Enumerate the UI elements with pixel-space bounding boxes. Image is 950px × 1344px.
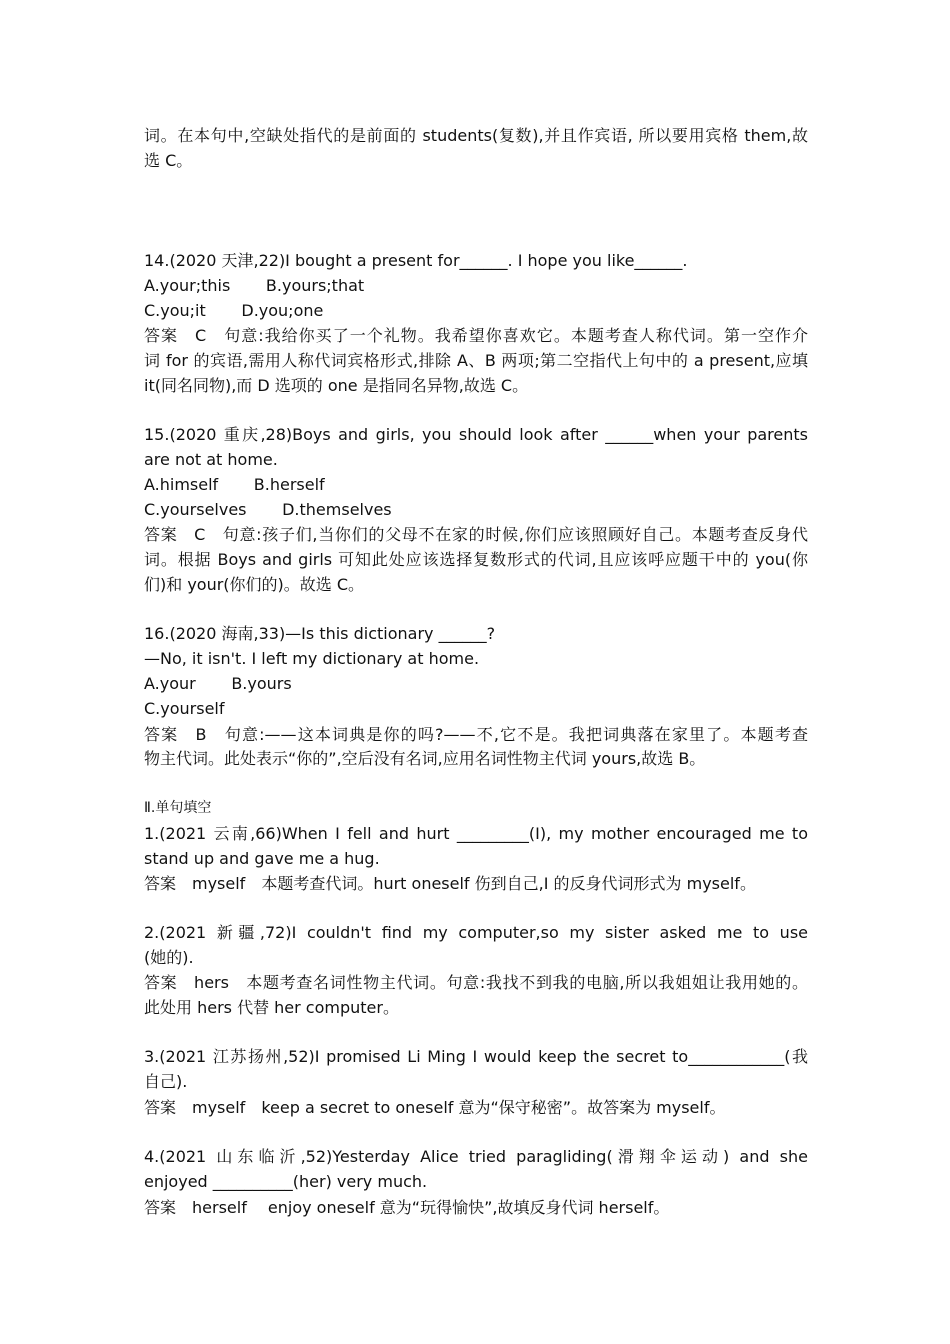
section-heading: Ⅱ.单句填空	[144, 800, 212, 816]
fill2-stem-line-2: (她的).	[144, 948, 194, 967]
q16-options-ab: A.your B.yours	[144, 674, 292, 693]
q15-answer-line-2: 词。根据 Boys and girls 可知此处应该选择复数形式的代词,且应该呼应题干中的 you(你	[144, 550, 808, 569]
fill4-stem-line-1: 4.(2021 山东临沂,52)Yesterday Alice tried paragliding(滑翔伞运动) and she	[144, 1147, 808, 1166]
fill2-stem-line-1: 2.(2021 新疆,72)I couldn't find my computer,so my sister asked me to use	[144, 923, 808, 942]
q16-answer-line-1: 答案 B 句意:——这本词典是你的吗?——不,它不是。我把词典落在家里了。本题考查	[144, 725, 808, 744]
fill4-answer: 答案 herself enjoy oneself 意为“玩得愉快”,故填反身代词 herself。	[144, 1198, 670, 1217]
q14-answer-line-1: 答案 C 句意:我给你买了一个礼物。我希望你喜欢它。本题考查人称代词。第一空作介	[144, 326, 808, 345]
q16-stem-line-2: —No, it isn't. I left my dictionary at home.	[144, 649, 480, 668]
q15-options-cd: C.yourselves D.themselves	[144, 500, 392, 519]
fill1-answer: 答案 myself 本题考查代词。hurt oneself 伤到自己,I 的反身代词形式为 myself。	[144, 874, 756, 893]
q16-option-c: C.yourself	[144, 699, 225, 718]
q16-answer-line-2: 物主代词。此处表示“你的”,空后没有名词,应用名词性物主代词 yours,故选 B。	[144, 749, 706, 768]
q15-answer-line-1: 答案 C 句意:孩子们,当你们的父母不在家的时候,你们应该照顾好自己。本题考查反身代	[144, 525, 808, 544]
q14-answer-line-2: 词 for 的宾语,需用人称代词宾格形式,排除 A、B 两项;第二空指代上句中的 a present,应填	[144, 351, 808, 370]
fill3-answer: 答案 myself keep a secret to oneself 意为“保守秘密”。故答案为 myself。	[144, 1098, 726, 1117]
q14-options-ab: A.your;this B.yours;that	[144, 276, 365, 295]
q15-stem-line-2: are not at home.	[144, 450, 278, 469]
q16-stem-line-1: 16.(2020 海南,33)—Is this dictionary ______?	[144, 624, 496, 643]
fill2-answer-line-2: 此处用 hers 代替 her computer。	[144, 998, 399, 1017]
fill1-stem-line-1: 1.(2021 云南,66)When I fell and hurt _________(I), my mother encouraged me to	[144, 824, 808, 843]
fill3-stem-line-2: 自己).	[144, 1072, 188, 1091]
q14-options-cd: C.you;it D.you;one	[144, 301, 324, 320]
q14-answer-line-3: it(同名同物),而 D 选项的 one 是指同名异物,故选 C。	[144, 376, 529, 395]
intro-line-1: 词。在本句中,空缺处指代的是前面的 students(复数),并且作宾语, 所以要用宾格 them,故	[144, 126, 808, 145]
q15-options-ab: A.himself B.herself	[144, 475, 325, 494]
fill3-stem-line-1: 3.(2021 江苏扬州,52)I promised Li Ming I would keep the secret to____________(我	[144, 1047, 808, 1066]
q15-stem-line-1: 15.(2020 重庆,28)Boys and girls, you should look after ______when your parents	[144, 425, 808, 444]
fill4-stem-line-2: enjoyed __________(her) very much.	[144, 1172, 428, 1191]
q15-answer-line-3: 们)和 your(你们的)。故选 C。	[144, 575, 365, 594]
intro-line-2: 选 C。	[144, 151, 193, 170]
fill2-answer-line-1: 答案 hers 本题考查名词性物主代词。句意:我找不到我的电脑,所以我姐姐让我用她的。	[144, 973, 808, 992]
fill1-stem-line-2: stand up and gave me a hug.	[144, 849, 380, 868]
q14-stem: 14.(2020 天津,22)I bought a present for______. I hope you like______.	[144, 251, 688, 270]
